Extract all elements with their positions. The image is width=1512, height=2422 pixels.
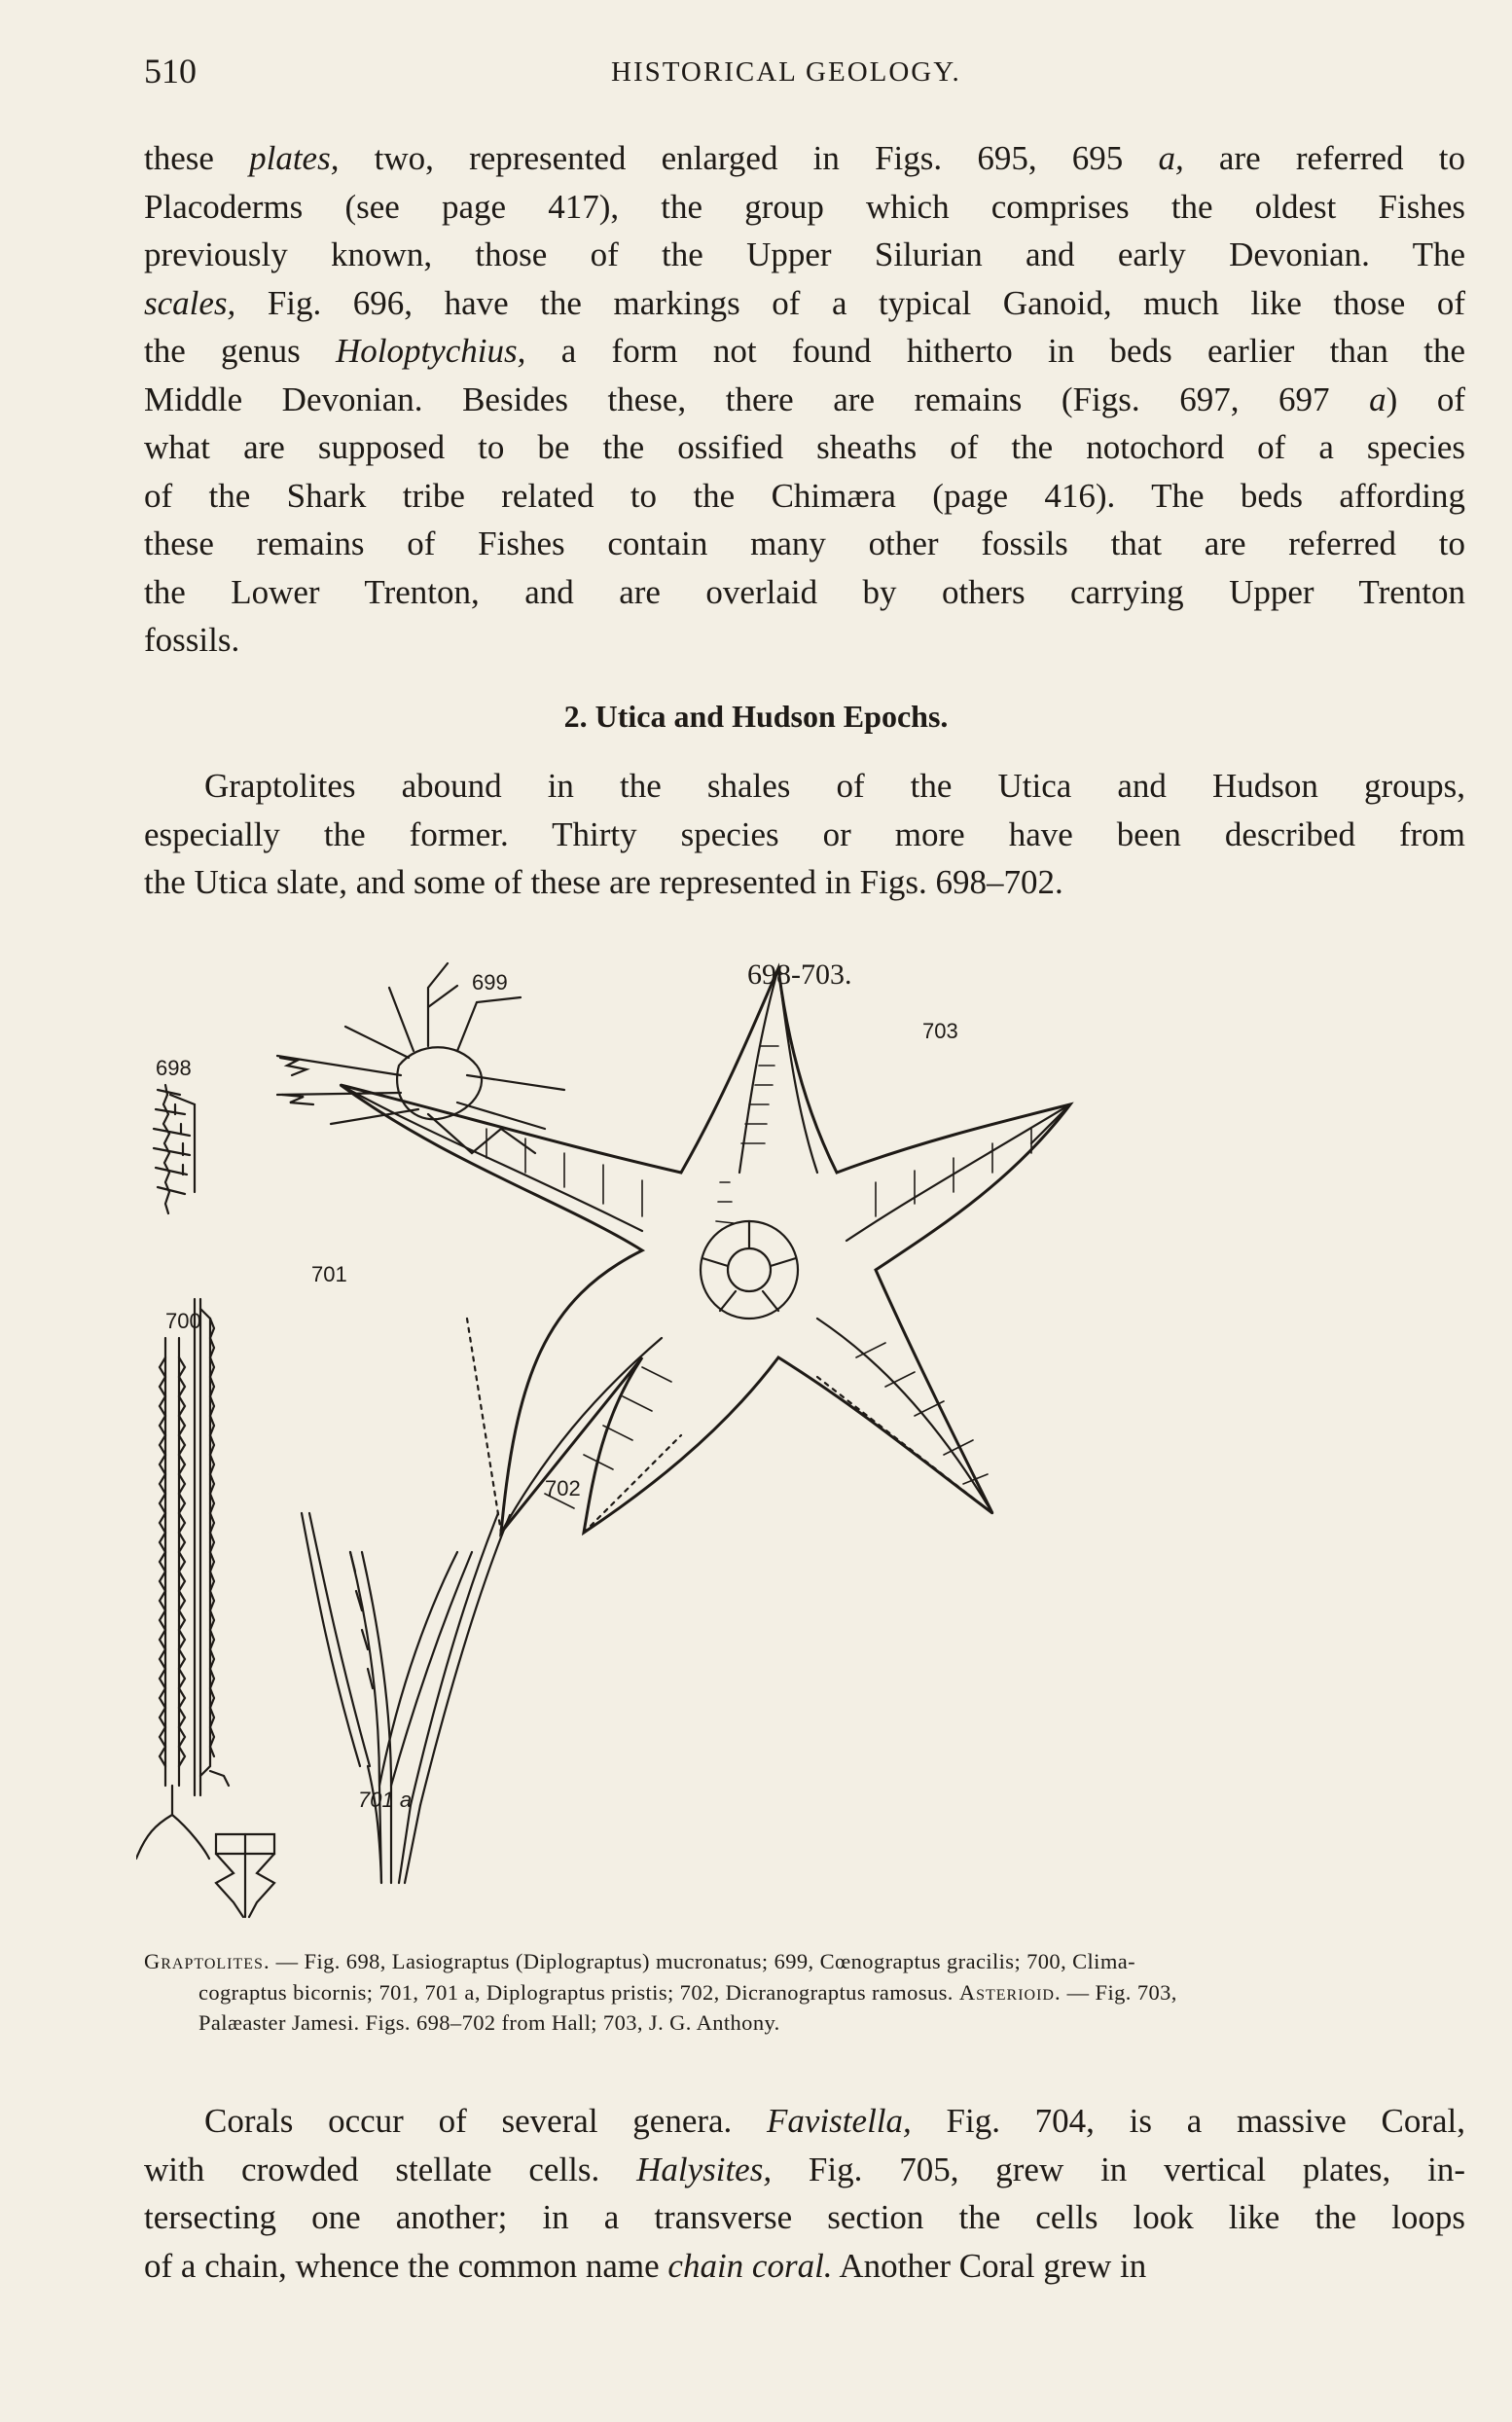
text-run: a form not found hitherto in beds earlier than the [525,332,1465,370]
text-run: of a chain, whence the common name [144,2246,668,2285]
text-line [144,183,1465,232]
text-run: — Fig. 703, [1061,1979,1177,2005]
text-run: Fig. 696, have the markings of a typical Ganoid, much like those of [235,283,1465,322]
text-line [144,858,1465,907]
page-header [144,51,1467,99]
fig-label-703: 703 [922,1019,958,1043]
small-caps-text: Graptolites. [144,1949,270,1973]
text-line [144,811,1465,859]
fig-label-702: 702 [545,1476,581,1500]
graptolite-699-drawing [277,963,564,1153]
italic-text: a, [1158,139,1184,177]
italic-text: chain coral. [667,2246,833,2285]
text-run: fossils. [144,621,240,659]
text-run: Fig. 705, grew in vertical plates, in- [772,2150,1465,2188]
text-line [144,472,1465,521]
graptolite-698-drawing [154,1085,195,1213]
text-line [144,327,1465,376]
text-run: Middle Devonian. Besides these, there are remains (Figs. 697, 697 [144,380,1370,418]
text-run: of the Shark tribe related to the Chimæra (page 416). The beds affording [144,476,1465,515]
text-line [144,520,1465,568]
figure-group-label: 698-703. [747,958,852,991]
figure-illustration [136,949,1479,1922]
paragraph-corals [144,2097,1465,2290]
text-run: these [144,139,250,177]
page-number: 510 [144,52,197,90]
text-run: Another Coral grew in [832,2246,1147,2285]
fig-label-700: 700 [165,1309,201,1333]
graptolite-701a-drawing [216,1834,274,1917]
text-run: ) of [1386,380,1465,418]
text-run: the Lower Trenton, and are overlaid by others carrying Upper Trenton [144,572,1465,611]
text-run: the genus [144,332,337,370]
text-run: Fig. 704, is a massive Coral, [911,2102,1465,2140]
text-line [144,423,1465,472]
text-run: Palæaster Jamesi. Figs. 698–702 from Hall; 703, J. G. Anthony. [198,2010,780,2035]
italic-text: plates, [249,139,340,177]
graptolite-700-drawing [136,1338,209,1859]
text-run: previously known, those of the Upper Silurian and early Devonian. The [144,235,1465,273]
text-run: — Fig. 698, Lasiograptus (Diplograptus) mucronatus; 699, Cœnograptus gracilis; 700, Clima- [270,1949,1136,1973]
text-run: cograptus bicornis; 701, 701 a, Diplograptus pristis; 702, Dicranograptus ramosus. [198,1979,959,2005]
italic-text: Halysites, [636,2150,773,2188]
fig-label-701a: 701 a [358,1788,413,1812]
text-line [144,2193,1465,2242]
text-line [144,134,1465,183]
text-run: are referred to [1183,139,1465,177]
text-line [144,2007,1467,2039]
running-head: HISTORICAL GEOLOGY. [611,56,961,88]
small-caps-text: Asterioid. [958,1979,1062,2005]
text-line [144,2242,1465,2291]
text-line [144,616,1465,665]
text-run: what are supposed to be the ossified sheaths of the notochord of a species [144,428,1465,466]
text-run: Graptolites abound in the shales of the Utica and Hudson groups, [204,767,1465,805]
text-run: Corals occur of several genera. [204,2102,768,2140]
starfish-703-drawing [341,968,1070,1533]
text-run: tersecting one another; in a transverse section the cells look like the loops [144,2198,1465,2236]
italic-text: scales, [144,283,236,322]
text-run: with crowded stellate cells. [144,2150,637,2188]
fig-label-699: 699 [472,970,508,994]
figure-698-703 [136,949,1479,1922]
text-line [144,279,1465,328]
section-heading: 2. Utica and Hudson Epochs. [563,699,949,734]
text-line [144,568,1465,617]
figure-caption [144,1946,1467,2039]
graptolite-702-drawing [302,1513,510,1883]
italic-text: Favistella, [767,2102,912,2140]
text-run: two, represented enlarged in Figs. 695, 695 [339,139,1159,177]
text-line [144,2097,1465,2146]
italic-text: a [1369,380,1386,418]
text-line [144,376,1465,424]
fig-label-698: 698 [156,1056,192,1080]
text-line [144,2146,1465,2194]
paragraph-graptolites [144,762,1465,907]
paragraph-fishes [144,134,1465,665]
fig-label-701: 701 [311,1262,347,1286]
text-run: these remains of Fishes contain many other fossils that are referred to [144,524,1465,562]
text-run: especially the former. Thirty species or more have been described from [144,814,1465,853]
text-run: the Utica slate, and some of these are represented in Figs. 698–702. [144,863,1063,901]
text-run: Placoderms (see page 417), the group which comprises the oldest Fishes [144,187,1465,226]
text-line [144,1977,1467,2008]
text-line [144,762,1465,811]
text-line [144,231,1465,279]
text-line [144,1946,1467,1977]
italic-text: Holoptychius, [336,332,526,370]
graptolite-701-drawing [195,1299,229,1795]
